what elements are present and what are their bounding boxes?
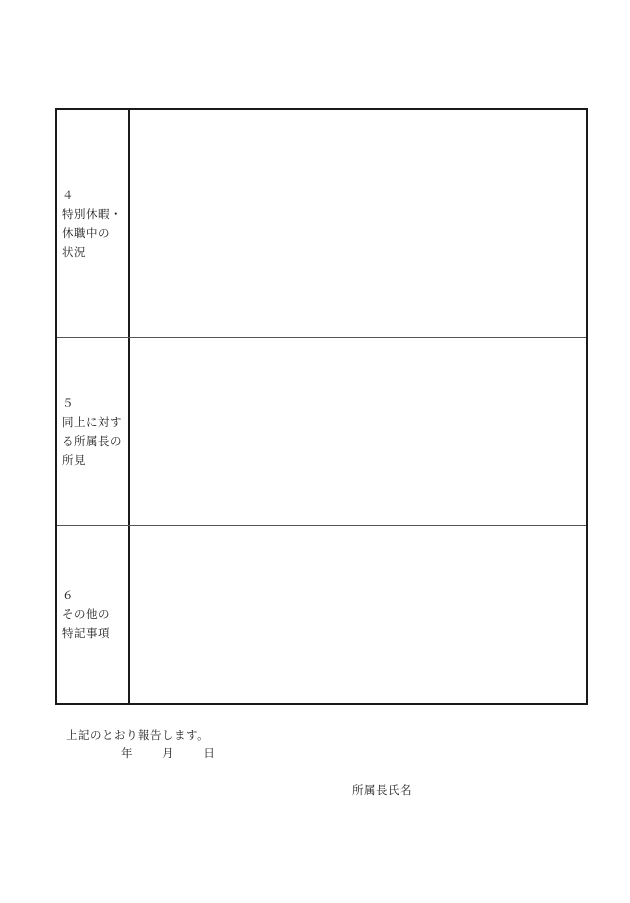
- row-label-line: 休職中の: [62, 225, 110, 240]
- row-label-line: 同上に対す: [62, 414, 122, 429]
- date-month-label: 月: [162, 746, 175, 760]
- row-label-line: その他の: [62, 607, 110, 621]
- row-number: ４: [62, 187, 74, 202]
- row-label: [62, 394, 122, 470]
- special-leave-status-field[interactable]: [130, 110, 586, 337]
- table-row-other-notes: [57, 526, 586, 703]
- row-label-cell: [57, 110, 130, 337]
- row-label: [62, 186, 122, 262]
- report-table: [55, 108, 588, 705]
- supervisor-opinion-field[interactable]: [130, 338, 586, 525]
- row-number: ６: [62, 588, 74, 602]
- row-label-cell: [57, 338, 130, 525]
- row-label-cell: [57, 526, 130, 703]
- date-line: [121, 745, 215, 761]
- row-label-line: 状況: [62, 244, 86, 259]
- supervisor-name-label: 所属長氏名: [352, 783, 412, 797]
- row-label-line: る所属長の: [62, 433, 122, 448]
- row-label: [62, 586, 110, 643]
- date-day-label: 日: [203, 746, 216, 760]
- table-row-special-leave: [57, 110, 586, 338]
- row-label-line: 特別休暇・: [62, 206, 122, 221]
- row-number: ５: [62, 395, 74, 410]
- row-label-line: 所見: [62, 452, 86, 467]
- row-label-line: 特記事項: [62, 626, 110, 640]
- date-year-label: 年: [121, 746, 133, 760]
- other-notes-field[interactable]: [130, 526, 586, 703]
- report-statement: 上記のとおり報告します。: [66, 728, 210, 742]
- table-row-supervisor-opinion: [57, 338, 586, 526]
